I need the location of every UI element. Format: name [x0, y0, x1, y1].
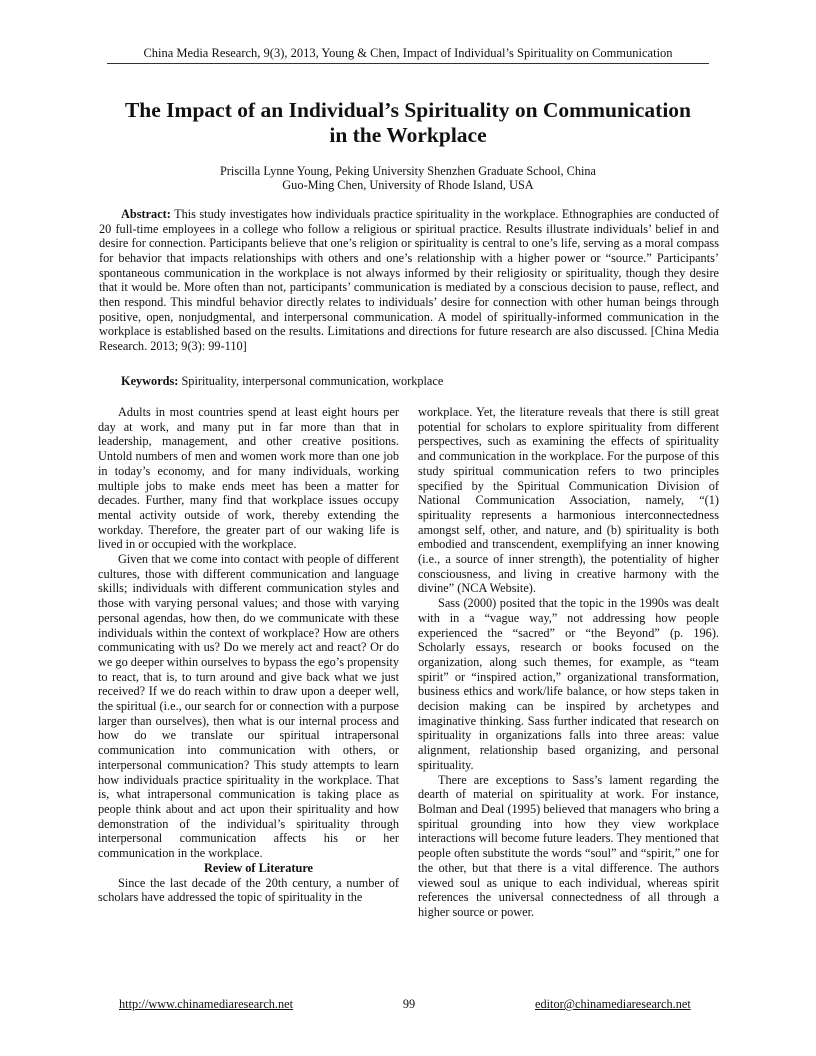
title-line-1: The Impact of an Individual’s Spirituality on Communication: [124, 98, 692, 122]
body-paragraph: There are exceptions to Sass’s lament regarding the dearth of material on spirituality at work. For instance, Bolman and Deal (1995) believed that managers who bring a spiritual grounding into how they view workplace interactions will become future leaders. They mentioned that people often substitute the words “soul” and “spirit,” one for the other, but that there is a vital difference. The authors viewed soul as unique to each individual, whereas spirit references the universal connectedness of all through a higher source or power.: [418, 772, 719, 919]
keywords-text: Spirituality, interpersonal communication, workplace: [181, 374, 444, 388]
body-paragraph: Sass (2000) posited that the topic in the 1990s was dealt with in a “vague way,” not addressing how people experienced the “sacred” or “the Beyond” (p. 196). Scholarly essays, research or books focused on the organization, along such themes, for example, as “team spirit” or “inspired action,” organizational transformation, business ethics and work/life balance, or how steps taken in decision making can be inspired by archetypes and imaginative thinking. Sass further indicated that research on spirituality in organizations falls into three areas: value alignment, relationship based organizing, and personal spirituality.: [418, 596, 719, 772]
body-paragraph: Adults in most countries spend at least eight hours per day at work, and many put in far more than that in leadership, management, and other creative positions. Untold numbers of men and women work more than one job in today’s economy, and for many individuals, working multiple jobs to make ends meet has been a matter for decades. Further, many find that workplace issues occupy mental activity outside of work, thereby extending the workday. Therefore, the greater part of our waking life is lived in or occupied with the workplace.: [98, 405, 399, 552]
abstract-text: This study investigates how individuals practice spirituality in the workplace. Ethnographies are conducted of 20 full-time employees in a college who follow a religious or spiritual practice. Results illustrate individuals’ belief in and desire for connection. Participants believe that one’s religion or spirituality is central to one’s life, serving as a moral compass for behavior that impacts relationships with others and one’s relationship with a higher power or “source.” Participants’ spontaneous communication in the workplace is not always informed by their religiosity or spirituality, though they desire that it would be. More often than not, participants’ communication is mediated by a conscious decision to pause, reflect, and then respond. This mindful behavior directly relates to individuals’ desire for connection with other human beings through positive, open, nonjudgmental, and interpersonal communication. A model of spiritually-informed communication in the workplace is established based on the results. Limitations and directions for future research are also discussed. [China Media Research. 2013; 9(3): 99-110]: [99, 207, 719, 353]
body-paragraph: Since the last decade of the 20th century, a number of scholars have addressed the topic of spirituality in the: [98, 875, 399, 905]
body-column-left: [98, 405, 399, 905]
running-header: China Media Research, 9(3), 2013, Young & Chen, Impact of Individual’s Spirituality on Communication: [143, 46, 673, 60]
keywords: [99, 374, 719, 388]
body-paragraph: workplace. Yet, the literature reveals that there is still great potential for scholars to explore spirituality from different perspectives, such as examining the effects of spirituality and communication in the workplace. For the purpose of this study spiritual communication refers to two principles specified by the Spiritual Communication Division of National Communication Association, namely, “(1) spirituality represents a harmonious interconnectedness amongst self, other, and nature, and (b) spirituality is both embodied and transcendent, exemplifying an inner knowing (i.e., a source of inner strength), the potentiality of higher consciousness, and living in creative harmony with the divine” (NCA Website).: [418, 405, 719, 596]
page-number: 99: [402, 997, 416, 1011]
header-rule: [107, 63, 709, 64]
abstract-label: Abstract:: [121, 207, 171, 221]
body-paragraph: Given that we come into contact with people of different cultures, those with different communication and language skills; individuals with different communication styles and those with varying personal values; and those with varying personal agendas, how then, do we communicate with these individuals within the context of workplace? How are others communicating with us? Do we merely act and react? Or do we go deeper within ourselves to bypass the ego’s propensity to react, that is, to turn around and give back what we just received? If we do reach within to draw upon a deeper well, the spiritual (i.e., our search for or connection with a purpose larger than ourselves), then what is our internal process and how do we translate our spiritual intrapersonal communication into communication with others, or interpersonal communication? This study attempts to learn how individuals practice spirituality in the workplace. That is, what intrapersonal communication is taking place as people think about and act upon their spirituality and how demonstration of the individual’s spirituality through interpersonal communication affects his or her communication in the workplace.: [98, 552, 399, 861]
author-affiliation: Guo-Ming Chen, University of Rhode Island, USA: [282, 178, 534, 192]
author-affiliation: Priscilla Lynne Young, Peking University Shenzhen Graduate School, China: [219, 164, 597, 178]
abstract: [99, 207, 719, 354]
body-column-right: [418, 405, 719, 920]
author-list: [107, 164, 709, 192]
section-heading: Review of Literature: [203, 860, 314, 875]
title-line-2: in the Workplace: [329, 123, 487, 147]
footer-email-link[interactable]: editor@chinamediaresearch.net: [535, 997, 691, 1011]
keywords-label: Keywords:: [121, 374, 179, 388]
footer-website-link[interactable]: http://www.chinamediaresearch.net: [119, 997, 294, 1011]
paper-title: [107, 98, 709, 148]
